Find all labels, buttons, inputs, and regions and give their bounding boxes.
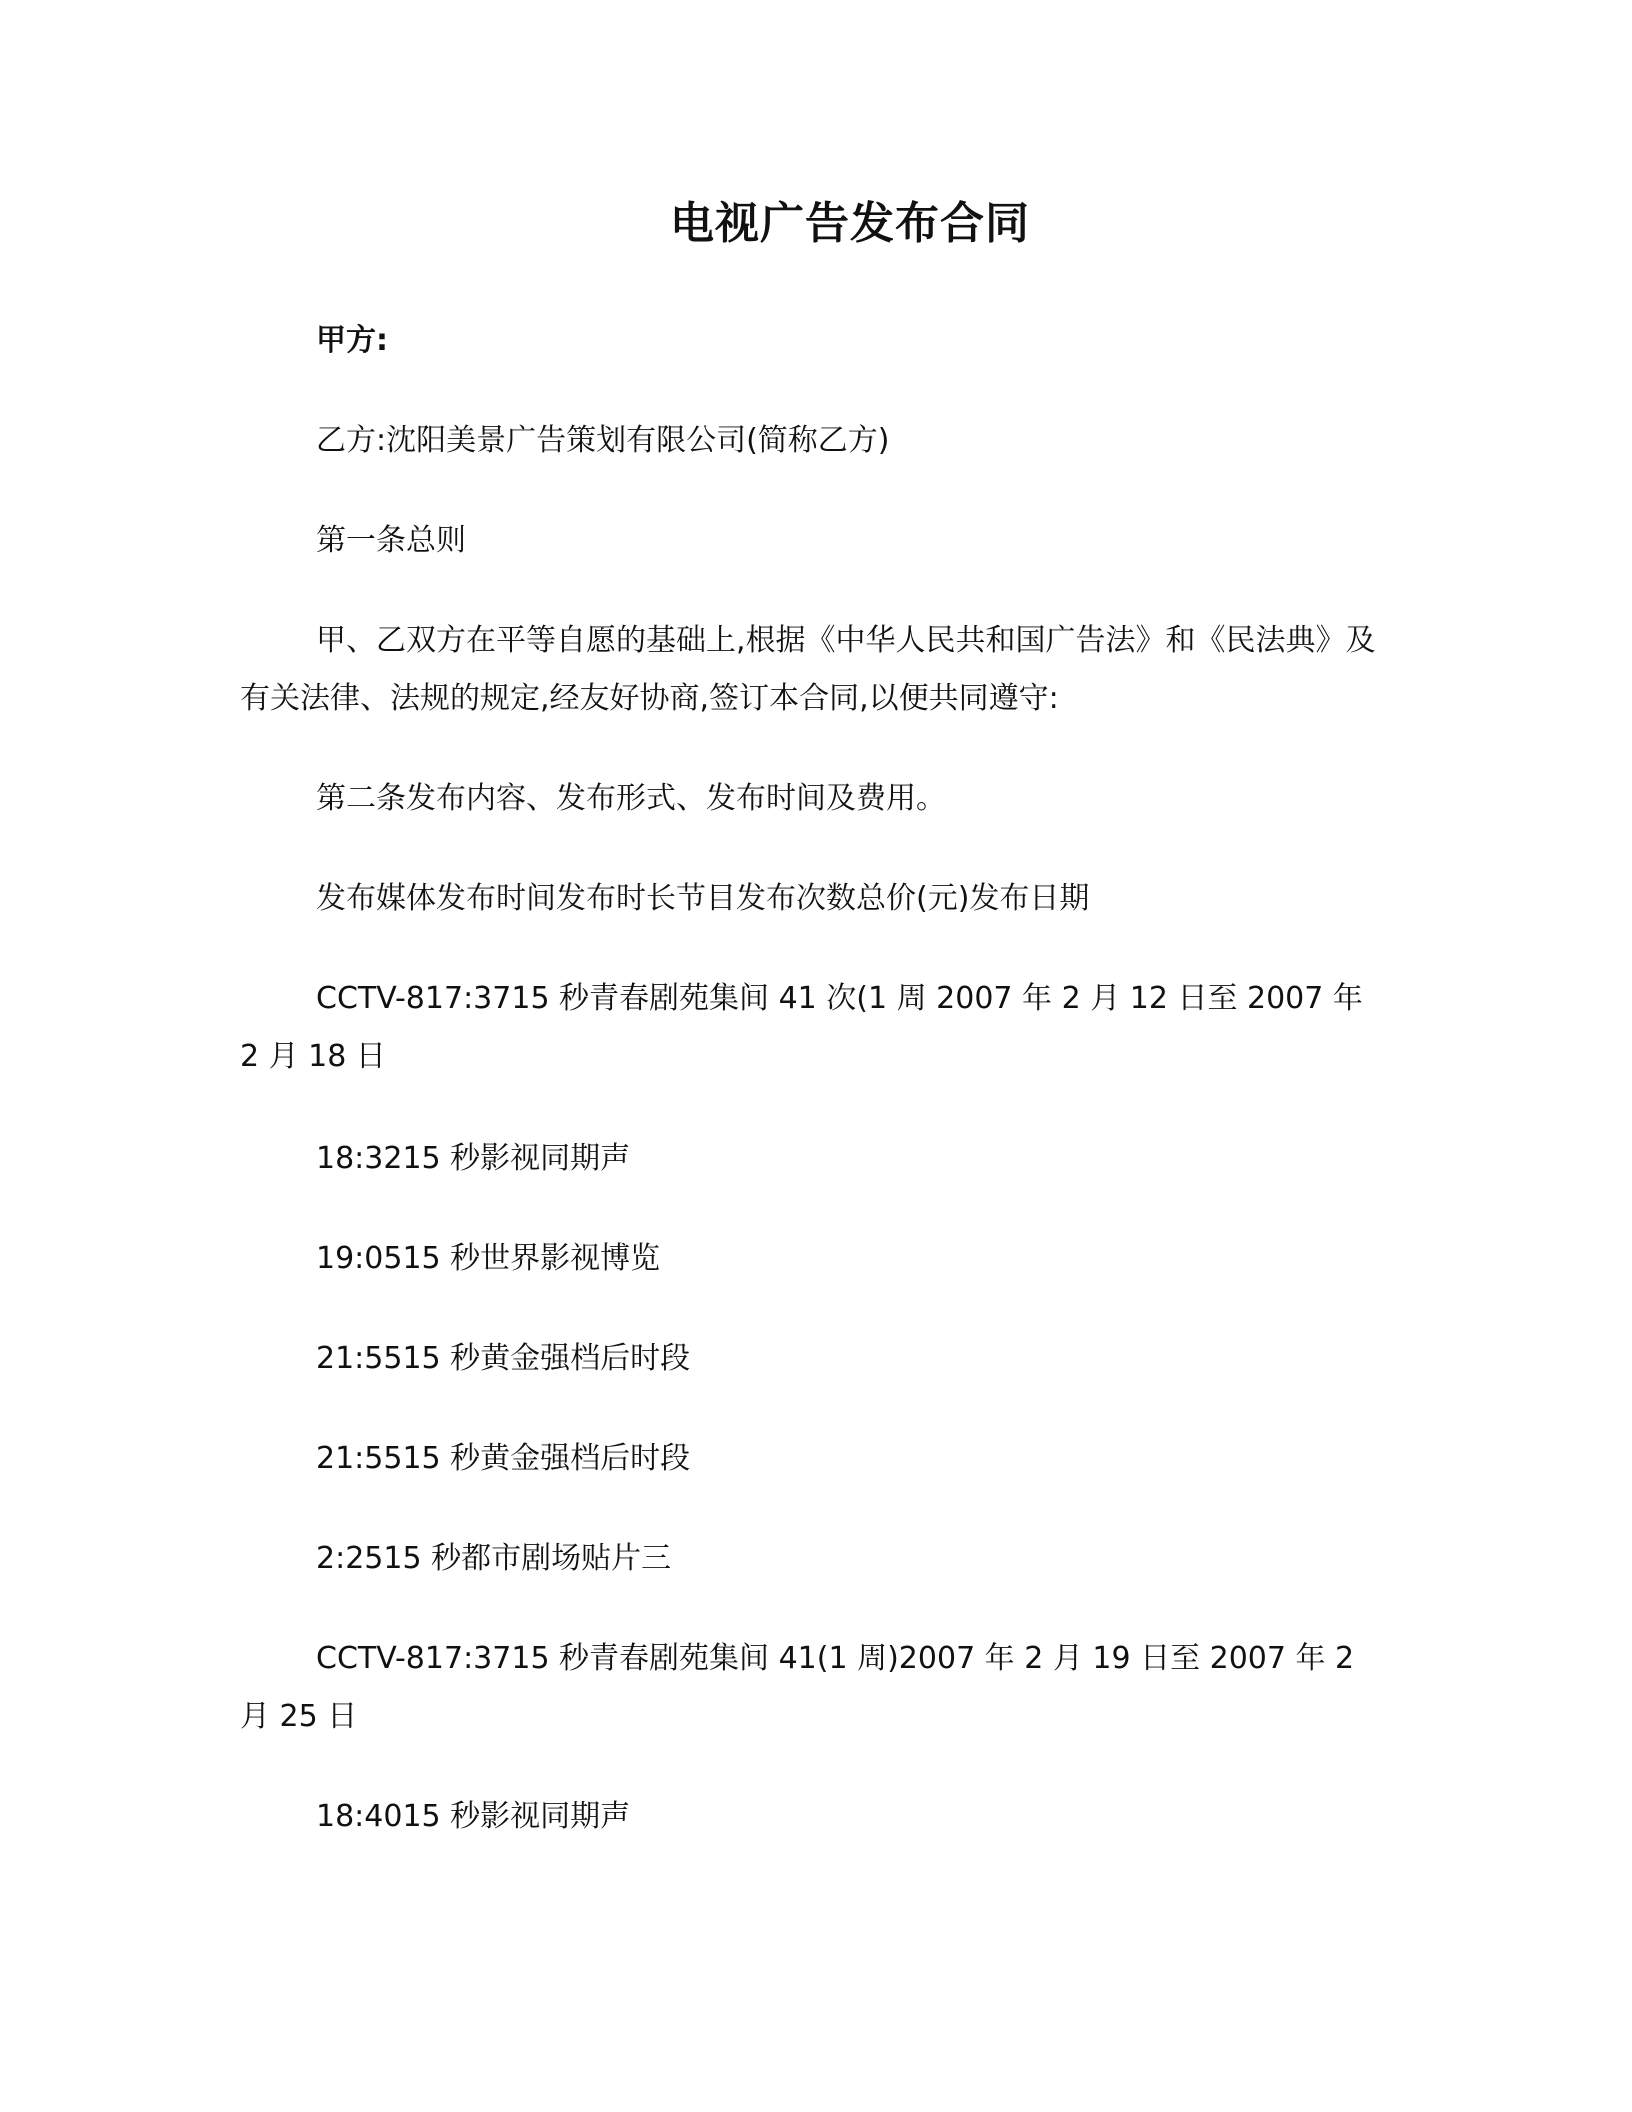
document-title: 电视广告发布合同 (670, 198, 1030, 249)
schedule-line: 2:2515 秒都市剧场贴片三 (316, 1541, 672, 1576)
schedule-line: 18:4015 秒影视同期声 (316, 1799, 631, 1834)
schedule-line: CCTV-817:3715 秒青春剧苑集间 41 次(1 周 2007 年 2 月 12 日至 2007 年 2 月 18 日 (240, 981, 1363, 1074)
schedule-line: CCTV-817:3715 秒青春剧苑集间 41(1 周)2007 年 2 月 19 日至 2007 年 2 月 25 日 (240, 1641, 1355, 1734)
article-two-heading: 第二条发布内容、发布形式、发布时间及费用。 (316, 781, 946, 816)
general-clause-paragraph: 甲、乙双方在平等自愿的基础上,根据《中华人民共和国广告法》和《民法典》及有关法律、法规的规定,经友好协商,签订本合同,以便共同遵守: (240, 623, 1376, 716)
article-one-heading: 第一条总则 (316, 523, 466, 558)
schedule-line: 21:5515 秒黄金强档后时段 (316, 1441, 691, 1476)
party-a-line: 甲方: (316, 323, 388, 358)
party-b-line: 乙方:沈阳美景广告策划有限公司(简称乙方) (316, 423, 890, 458)
schedule-header-line: 发布媒体发布时间发布时长节目发布次数总价(元)发布日期 (316, 881, 1090, 916)
schedule-line: 19:0515 秒世界影视博览 (316, 1241, 661, 1276)
schedule-line: 21:5515 秒黄金强档后时段 (316, 1341, 691, 1376)
schedule-line: 18:3215 秒影视同期声 (316, 1141, 631, 1176)
